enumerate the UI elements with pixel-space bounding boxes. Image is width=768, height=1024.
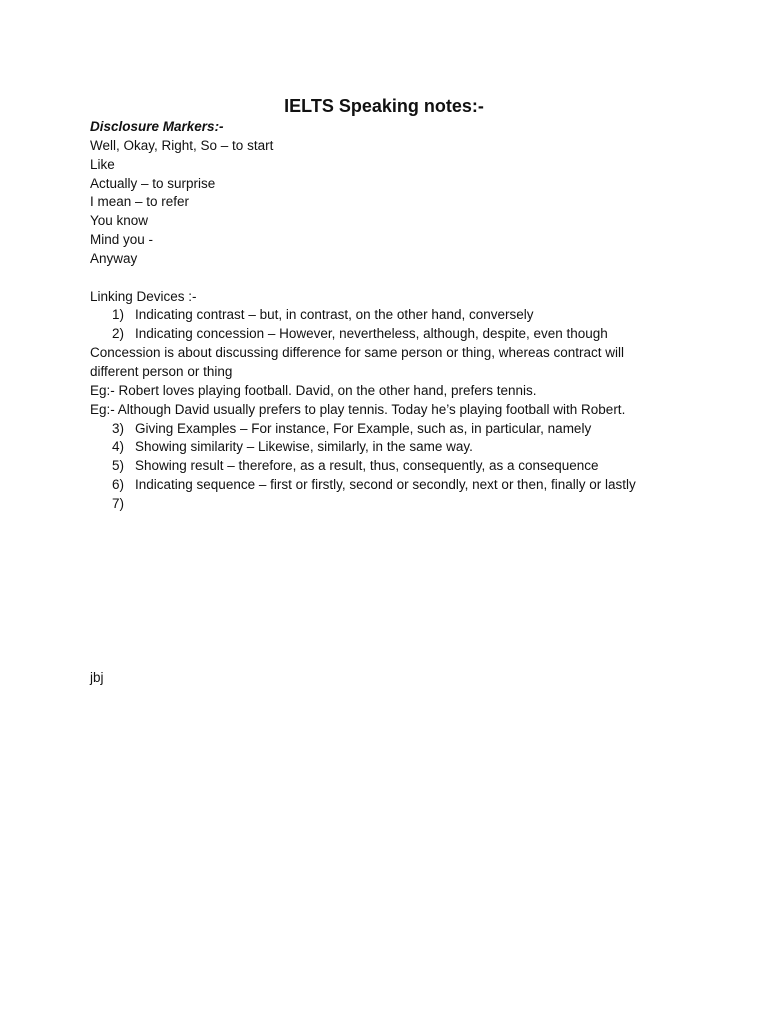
- discourse-line: Mind you -: [90, 232, 154, 248]
- linking-devices-heading: Linking Devices :-: [90, 288, 197, 304]
- numbered-item: [90, 420, 690, 439]
- document-body: [90, 118, 690, 514]
- item-number: 7): [112, 495, 125, 511]
- item-number: 3): [112, 420, 125, 436]
- discourse-line: You know: [90, 213, 149, 229]
- item-text: Indicating contrast – but, in contrast, on the other hand, conversely: [135, 307, 534, 323]
- item-text: Giving Examples – For instance, For Example, such as, in particular, namely: [135, 420, 592, 436]
- discourse-line: Well, Okay, Right, So – to start: [90, 137, 274, 153]
- discourse-markers-heading: Disclosure Markers:-: [90, 119, 224, 134]
- item-text: Indicating concession – However, nevertheless, although, despite, even though: [135, 326, 608, 342]
- numbered-item: [90, 306, 690, 325]
- example-line: Eg:- Although David usually prefers to play tennis. Today he’s playing football with Robert.: [90, 401, 626, 417]
- item-text: Showing similarity – Likewise, similarly, in the same way.: [135, 439, 473, 455]
- trailing-text: jbj: [90, 670, 104, 685]
- document-title: IELTS Speaking notes:-: [284, 96, 484, 116]
- item-number: 6): [112, 477, 125, 493]
- discourse-line: Anyway: [90, 250, 138, 266]
- discourse-line: Actually – to surprise: [90, 175, 216, 191]
- discourse-line: Like: [90, 156, 115, 172]
- numbered-item: [90, 438, 690, 457]
- item-text: Indicating sequence – first or firstly, second or secondly, next or then, finally or lastly: [135, 477, 636, 493]
- item-number: 1): [112, 307, 125, 323]
- numbered-item: [90, 457, 690, 476]
- discourse-line: I mean – to refer: [90, 194, 190, 210]
- numbered-item: [90, 476, 690, 495]
- numbered-item: [90, 495, 690, 514]
- blank-line: [90, 269, 690, 288]
- item-text: Showing result – therefore, as a result, thus, consequently, as a consequence: [135, 458, 599, 474]
- numbered-item: [90, 325, 690, 344]
- note-line: different person or thing: [90, 363, 233, 379]
- item-number: 2): [112, 326, 125, 342]
- item-number: 4): [112, 439, 125, 455]
- item-number: 5): [112, 458, 125, 474]
- example-line: Eg:- Robert loves playing football. David, on the other hand, prefers tennis.: [90, 382, 537, 398]
- note-line: Concession is about discussing difference for same person or thing, whereas contract will: [90, 345, 625, 361]
